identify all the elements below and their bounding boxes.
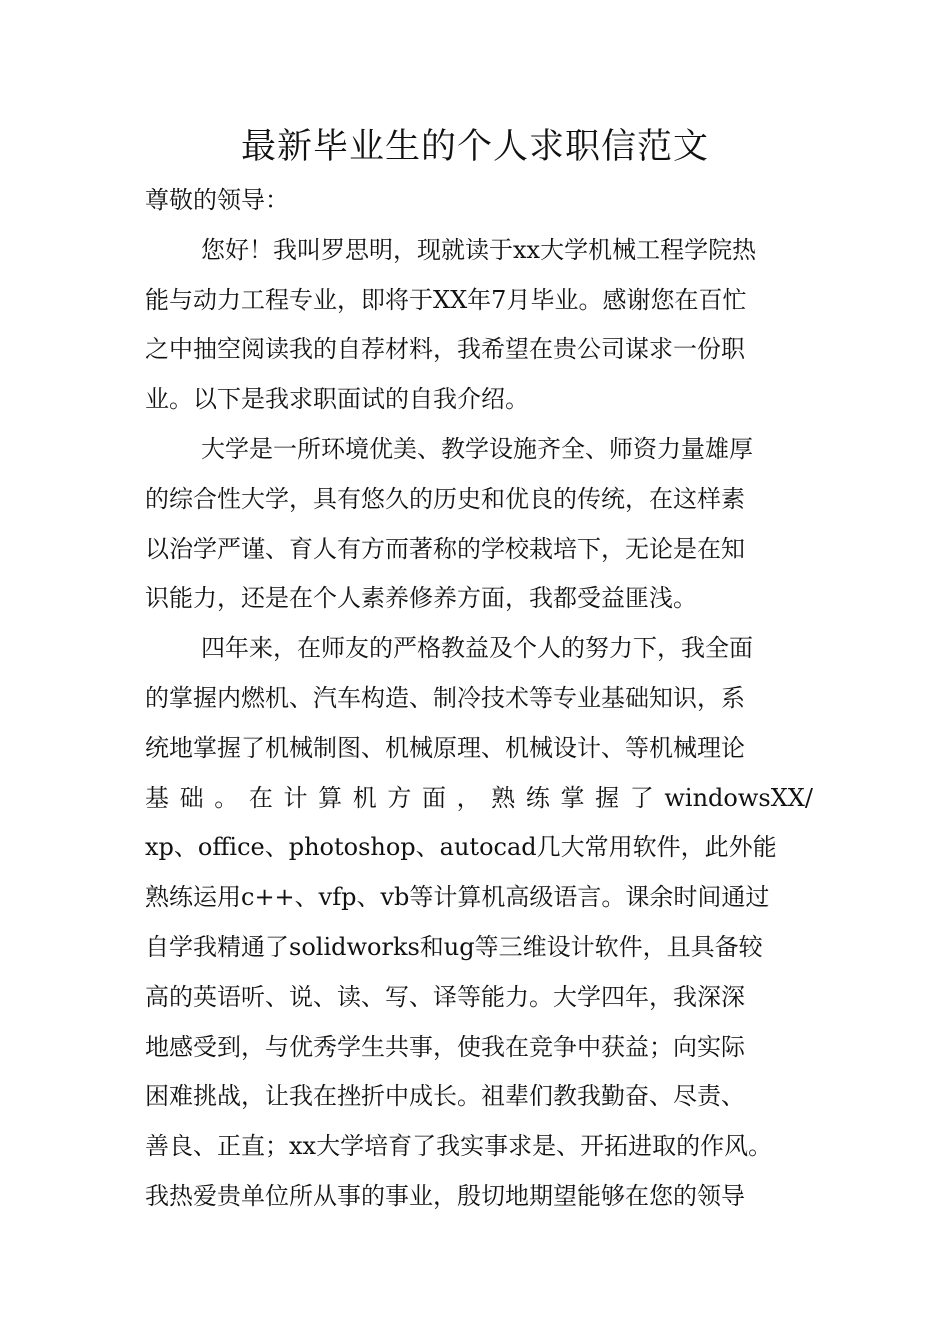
text-token: 础 <box>179 783 204 812</box>
text-token: 方 <box>387 783 412 812</box>
text-token: 计 <box>283 783 308 812</box>
text-line: 地感受到，与优秀学生共事，使我在竞争中获益；向实际 <box>145 1032 745 1061</box>
text-token: 机 <box>352 783 377 812</box>
document-title: 最新毕业生的个人求职信范文 <box>240 127 709 167</box>
text-line: 大学是一所环境优美、教学设施齐全、师资力量雄厚 <box>201 434 753 463</box>
text-token: 握 <box>595 783 620 812</box>
text-token: 面 <box>422 783 446 812</box>
text-token: ， <box>456 783 481 812</box>
text-line: 能与动力工程专业，即将于XX年7月毕业。感谢您在百忙 <box>145 285 747 314</box>
text-token: 了 <box>629 783 654 812</box>
text-line: 的掌握内燃机、汽车构造、制冷技术等专业基础知识，系 <box>145 683 745 712</box>
text-line: 业。以下是我求职面试的自我介绍。 <box>145 385 529 414</box>
text-line: xp、office、photoshop、autocad几大常用软件，此外能 <box>145 833 777 862</box>
text-token: 算 <box>318 783 343 812</box>
text-line: 统地掌握了机械制图、机械原理、机械设计、等机械理论 <box>145 733 745 762</box>
text-line: 善良、正直；xx大学培育了我实事求是、开拓进取的作风。 <box>145 1132 773 1161</box>
text-line: 之中抽空阅读我的自荐材料，我希望在贵公司谋求一份职 <box>145 335 745 364</box>
text-token: 熟 <box>491 783 516 812</box>
text-line: 自学我精通了solidworks和ug等三维设计软件，且具备较 <box>145 932 763 961</box>
text-token: 。 <box>214 783 239 812</box>
salutation: 尊敬的领导： <box>145 186 289 214</box>
text-token: 在 <box>248 783 273 812</box>
text-line: 识能力，还是在个人素养修养方面，我都受益匪浅。 <box>145 584 697 613</box>
text-token: windowsXX/ <box>664 783 813 812</box>
text-line: 困难挑战，让我在挫折中成长。祖辈们教我勤奋、尽责、 <box>145 1082 745 1111</box>
text-token: 练 <box>525 783 550 812</box>
text-line: 高的英语听、说、读、写、译等能力。大学四年，我深深 <box>145 982 745 1011</box>
letter-body <box>145 176 825 1222</box>
text-line: 的综合性大学，具有悠久的历史和优良的传统，在这样素 <box>145 484 745 513</box>
text-token: 掌 <box>560 783 585 812</box>
text-line: 熟练运用c++、vfp、vb等计算机高级语言。课余时间通过 <box>145 883 770 912</box>
justified-text-line <box>145 774 813 824</box>
text-token: 基 <box>145 783 169 812</box>
text-line: 以治学严谨、育人有方而著称的学校栽培下，无论是在知 <box>145 534 745 563</box>
text-line: 四年来，在师友的严格教益及个人的努力下，我全面 <box>201 634 753 663</box>
text-line: 您好！我叫罗思明，现就读于xx大学机械工程学院热 <box>201 235 757 264</box>
text-line: 我热爱贵单位所从事的事业，殷切地期望能够在您的领导 <box>145 1181 745 1210</box>
